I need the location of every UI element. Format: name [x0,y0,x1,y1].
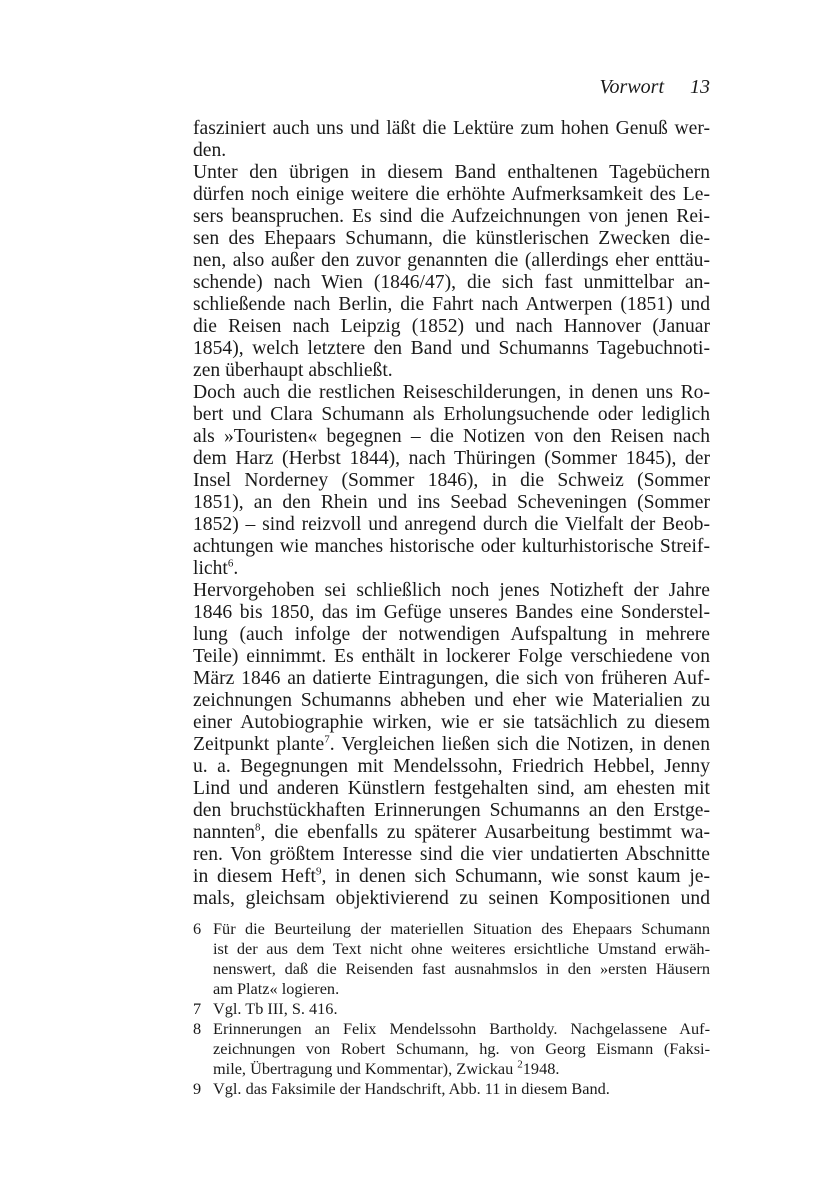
text-line [193,294,710,316]
line-text: als »Touristen« begegnen – die Notizen von den Reisen nach [193,426,710,447]
text-line [193,756,710,778]
line-text: licht [193,558,228,579]
footnote-text [213,1019,710,1079]
line-text: ist der aus dem Text nicht ohne weiteres ersichtliche Umstand erwäh- [213,939,710,958]
text-line [193,184,710,206]
text-line [193,272,710,294]
line-text: Für die Beurteilung der materiellen Situation des Ehepaars Schumann [213,919,710,938]
footnote-7 [193,999,710,1019]
line-text: ren. Von größtem Interesse sind die vier undatierten Abschnitte [193,844,710,865]
line-text: fasziniert auch uns und läßt die Lektüre zum hohen Genuß wer- [193,118,710,139]
footnote-marker: 7 [324,733,330,746]
line-text: dem Harz (Herbst 1844), nach Thüringen (Sommer 1845), der [193,448,710,469]
text-line [193,426,710,448]
line-text: in diesem Heft [193,866,316,887]
text-line [193,118,710,140]
line-text: den bruchstückhaften Erinnerungen Schumanns an den Erstge- [193,800,710,821]
line-text: bert und Clara Schumann als Erholungsuchende oder lediglich [193,404,710,425]
text-line [193,404,710,426]
line-text-continued: , in denen sich Schumann, wie sonst kaum je- [321,866,710,887]
text-line [193,602,710,624]
line-text: dürfen noch einige weitere die erhöhte Aufmerksamkeit des Le- [193,184,710,205]
footnote-marker: 2 [517,1058,523,1071]
text-line [193,778,710,800]
footnote-text [213,919,710,999]
text-line [193,558,710,580]
line-text: 1846 bis 1850, das im Gefüge unseres Bandes eine Sonderstel- [193,602,710,623]
text-line [193,360,710,382]
line-text-continued: . Vergleichen ließen sich die Notizen, in denen [329,734,710,755]
line-text: Vgl. Tb III, S. 416. [213,999,338,1018]
footnote-8 [193,1019,710,1079]
footnote-text [213,999,710,1019]
text-line [193,250,710,272]
line-text: die Reisen nach Leipzig (1852) und nach Hannover (Januar [193,316,710,337]
text-line [213,959,710,979]
text-line [213,979,710,999]
line-text: achtungen wie manches historische oder kulturhistorische Streif- [193,536,710,557]
line-text: zen überhaupt abschließt. [193,360,393,381]
footnotes [193,919,710,1099]
line-text: u. a. Begegnungen mit Mendelssohn, Friedrich Hebbel, Jenny [193,756,710,777]
text-line [213,999,710,1019]
line-text: mals, gleichsam objektivierend zu seinen Kompositionen und [193,888,710,909]
line-text: schließende nach Berlin, die Fahrt nach Antwerpen (1851) und [193,294,710,315]
text-line [193,800,710,822]
text-line [193,492,710,514]
footnote-number: 6 [193,919,202,938]
footnote-number: 8 [193,1019,202,1038]
text-line [193,206,710,228]
text-line [193,822,710,844]
text-line [193,668,710,690]
line-text: nen, also außer den zuvor genannten die (allerdings eher enttäu- [193,250,710,271]
line-text-continued: , die ebenfalls zu späterer Ausarbeitung bestimmt wa- [260,822,710,843]
text-line [193,470,710,492]
chapter-title: Vorwort [599,76,664,98]
line-text: 1851), an den Rhein und ins Seebad Scheveningen (Sommer [193,492,710,513]
line-text-continued: . [233,558,239,579]
line-text: sen des Ehepaars Schumann, die künstlerischen Zwecken die- [193,228,710,249]
text-line [213,1039,710,1059]
footnote-9 [193,1079,710,1099]
running-head [193,76,710,99]
footnote-marker: 6 [227,557,234,570]
page-number: 13 [690,76,710,98]
text-line [193,580,710,602]
line-text: sers beanspruchen. Es sind die Aufzeichnungen von jenen Rei- [193,206,710,227]
footnote-marker: 8 [255,821,261,834]
text-line [193,690,710,712]
line-text: Doch auch die restlichen Reiseschilderungen, in denen uns Ro- [193,382,710,403]
line-text: nannten [193,822,256,843]
line-text: am Platz« logieren. [213,979,340,998]
line-text: Erinnerungen an Felix Mendelssohn Bartholdy. Nachgelassene Auf- [213,1019,710,1038]
line-text: nenswert, daß die Reisenden fast ausnahmslos in den »ersten Häusern [213,959,710,978]
text-line [193,514,710,536]
line-text-continued: 1948. [522,1059,560,1078]
line-text: 1854), welch letztere den Band und Schumanns Tagebuchnoti- [193,338,710,359]
footnote-text [213,1079,710,1099]
text-line [193,844,710,866]
text-line [193,338,710,360]
line-text: schende) nach Wien (1846/47), die sich fast unmittelbar an- [193,272,710,293]
footnote-marker: 9 [315,865,322,878]
text-line [193,712,710,734]
line-text: Teile) einnimmt. Es enthält in lockerer Folge verschiedene von [193,646,710,667]
text-line [213,1019,710,1039]
text-line [193,888,710,910]
line-text: 1852) – sind reizvoll und anregend durch die Vielfalt der Beob- [193,514,710,535]
line-text: zeichnungen von Robert Schumann, hg. von Georg Eismann (Faksi- [213,1039,710,1058]
footnote-6 [193,919,710,999]
text-line [193,228,710,250]
line-text: Hervorgehoben sei schließlich noch jenes Notizheft der Jahre [193,580,710,601]
line-text: März 1846 an datierte Eintragungen, die sich von früheren Auf- [193,668,710,689]
text-line [193,382,710,404]
text-line [193,162,710,184]
line-text: mile, Übertragung und Kommentar), Zwickau [213,1059,518,1078]
line-text: den. [193,140,227,161]
text-line [193,536,710,558]
line-text: Lind und anderen Künstlern festgehalten sind, am ehesten mit [193,778,710,799]
footnote-number: 7 [193,999,202,1018]
text-line [193,316,710,338]
main-text [193,118,710,910]
text-line [213,919,710,939]
line-text: Zeitpunkt plante [193,734,325,755]
text-line [193,866,710,888]
text-line [193,646,710,668]
text-line [193,140,710,162]
line-text: lung (auch infolge der notwendigen Aufspaltung in mehrere [193,624,710,645]
line-text: zeichnungen Schumanns abheben und eher wie Materialien zu [193,690,710,711]
line-text: Insel Norderney (Sommer 1846), in die Schweiz (Sommer [193,470,710,491]
line-text: Vgl. das Faksimile der Handschrift, Abb. 11 in diesem Band. [213,1079,610,1098]
text-line [193,448,710,470]
text-line [213,1059,710,1079]
text-line [193,734,710,756]
line-text: einer Autobiographie wirken, wie er sie tatsächlich zu diesem [193,712,710,733]
text-line [213,1079,710,1099]
line-text: Unter den übrigen in diesem Band enthaltenen Tagebüchern [193,162,710,183]
text-line [193,624,710,646]
text-line [213,939,710,959]
footnote-number: 9 [193,1079,202,1098]
